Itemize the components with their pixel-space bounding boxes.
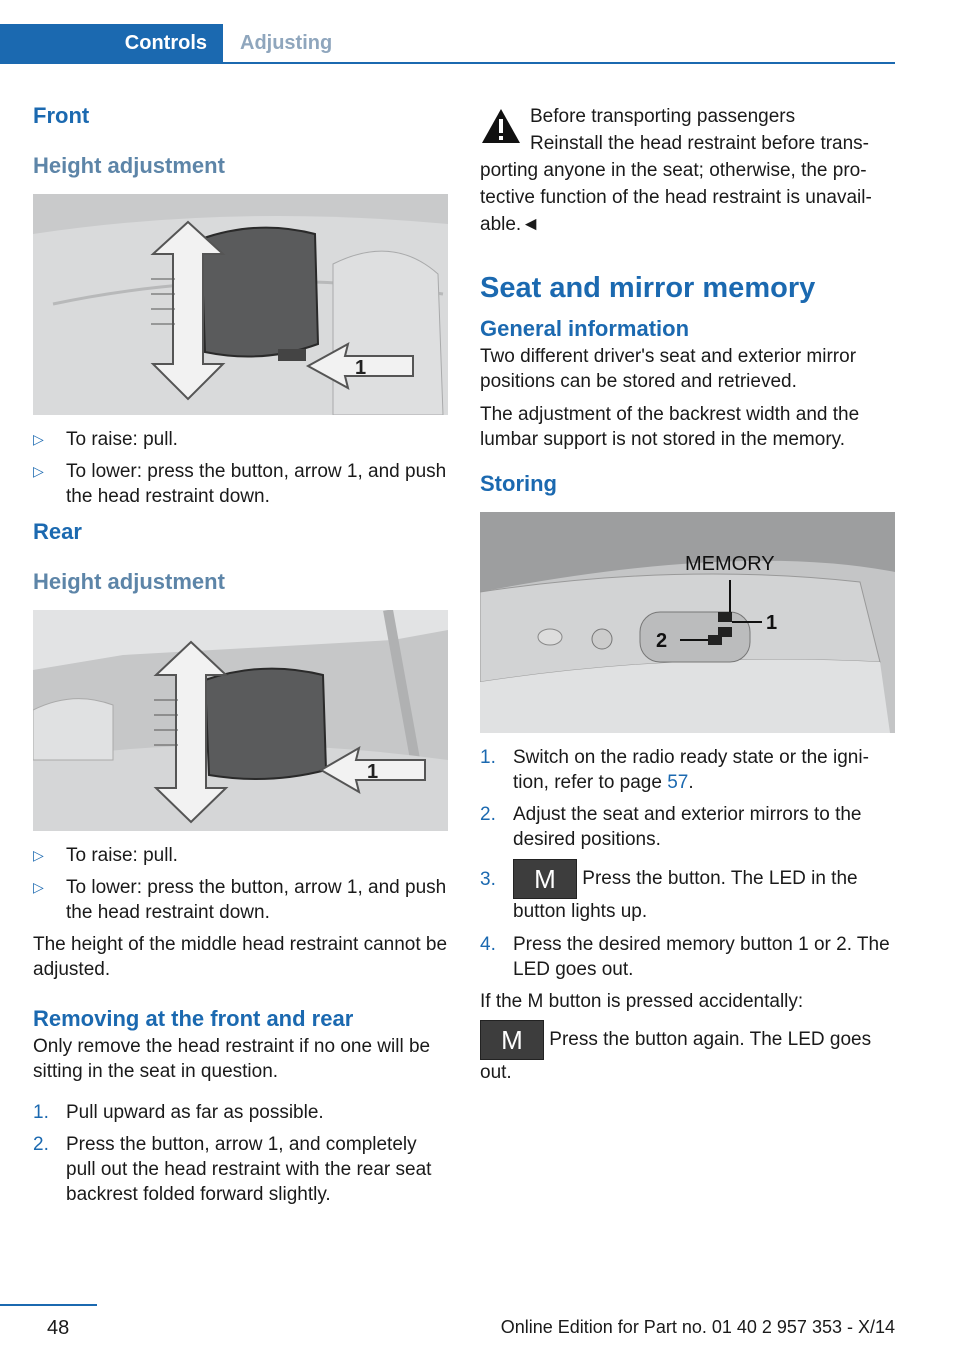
- storing-steps: [480, 745, 895, 982]
- rear-headrest-figure: [33, 610, 448, 831]
- page-link[interactable]: 57: [667, 772, 689, 793]
- tab-adjusting[interactable]: Adjusting: [240, 32, 333, 54]
- triangle-bullet-icon: ▷: [33, 847, 44, 863]
- figure-callout-1: 1: [355, 357, 367, 379]
- triangle-bullet-icon: ▷: [33, 431, 44, 447]
- warning-line1: Reinstall the head restraint before trans-: [530, 133, 870, 154]
- front-headrest-illustration: [33, 194, 448, 415]
- warning-box: [480, 103, 895, 157]
- figure-callout-2: 2: [656, 630, 668, 652]
- general-paragraph-2: The adjustment of the backrest width and the lumbar support is not stored in the memory.: [480, 404, 860, 450]
- edition-text: Online Edition for Part no. 01 40 2 957 353 - X/14: [500, 1317, 895, 1337]
- storing-heading: Storing: [480, 471, 557, 496]
- svg-text:M: M: [501, 1025, 523, 1055]
- left-column: [33, 100, 448, 1214]
- rear-heading: Rear: [33, 519, 82, 544]
- m-button-icon: [480, 1020, 544, 1060]
- rear-bullets: [33, 843, 448, 925]
- footer-divider: [0, 1304, 97, 1306]
- memory-buttons-illustration: [480, 512, 895, 733]
- figure-callout-1: 1: [766, 612, 778, 634]
- front-heading: Front: [33, 103, 90, 128]
- list-item: ▷ To lower: press the button, arrow 1, and push the head restraint down.: [33, 461, 447, 507]
- front-headrest-figure: [33, 194, 448, 415]
- removing-steps: [33, 1100, 448, 1207]
- m-button-icon: [513, 859, 577, 899]
- header-tabbar: [0, 24, 895, 64]
- memory-heading: Seat and mirror memory: [480, 272, 816, 304]
- list-item: ▷ To lower: press the button, arrow 1, and push the head restraint down.: [33, 877, 447, 923]
- right-column: [480, 103, 895, 1085]
- list-item: 1. Pull upward as far as possible.: [33, 1102, 324, 1123]
- middle-restraint-note: The height of the middle head restraint cannot be adjusted.: [33, 934, 448, 980]
- removing-text: Only remove the head restraint if no one will be sitting in the seat in question.: [33, 1036, 431, 1082]
- list-item: ▷ To raise: pull.: [33, 429, 178, 450]
- accident-action: M Press the button again. The LED goes out.: [480, 1020, 895, 1085]
- general-heading: General information: [480, 316, 690, 341]
- rear-subheading: Height adjustment: [33, 569, 225, 594]
- warning-continuation: porting anyone in the seat; otherwise, the pro-tective function of the head restraint is unavail-able.◄: [480, 160, 872, 235]
- list-item: 4. Press the desired memory button 1 or 2. The LED goes out.: [480, 934, 890, 980]
- list-item: 3. M Press the button. The LED in the button lights up.: [480, 859, 895, 925]
- accident-text: If the M button is pressed accidentally:: [480, 991, 804, 1012]
- warning-triangle-icon: [480, 107, 522, 145]
- front-bullets: [33, 427, 448, 509]
- page-number: 48: [47, 1317, 70, 1339]
- triangle-bullet-icon: ▷: [33, 879, 44, 895]
- front-subheading: Height adjustment: [33, 153, 225, 178]
- removing-heading: Removing at the front and rear: [33, 1006, 354, 1031]
- list-item: ▷ To raise: pull.: [33, 845, 178, 866]
- list-item: 2. Press the button, arrow 1, and completely pull out the head restraint with the rear seat backrest folded forward slightly.: [33, 1134, 432, 1205]
- warning-title: Before transporting passengers: [530, 106, 796, 127]
- general-paragraph-1: Two different driver's seat and exterior mirror positions can be stored and retrieved.: [480, 346, 857, 392]
- svg-text:M: M: [534, 864, 556, 894]
- list-item: 1. Switch on the radio ready state or the igni-tion, refer to page 57.: [480, 747, 869, 793]
- memory-buttons-figure: [480, 512, 895, 733]
- rear-headrest-illustration: [33, 610, 448, 831]
- tab-controls[interactable]: Controls: [0, 24, 223, 62]
- list-item: 2. Adjust the seat and exterior mirrors to the desired positions.: [480, 804, 862, 850]
- triangle-bullet-icon: ▷: [33, 463, 44, 479]
- figure-callout-1: 1: [367, 761, 379, 783]
- memory-label: MEMORY: [685, 553, 775, 575]
